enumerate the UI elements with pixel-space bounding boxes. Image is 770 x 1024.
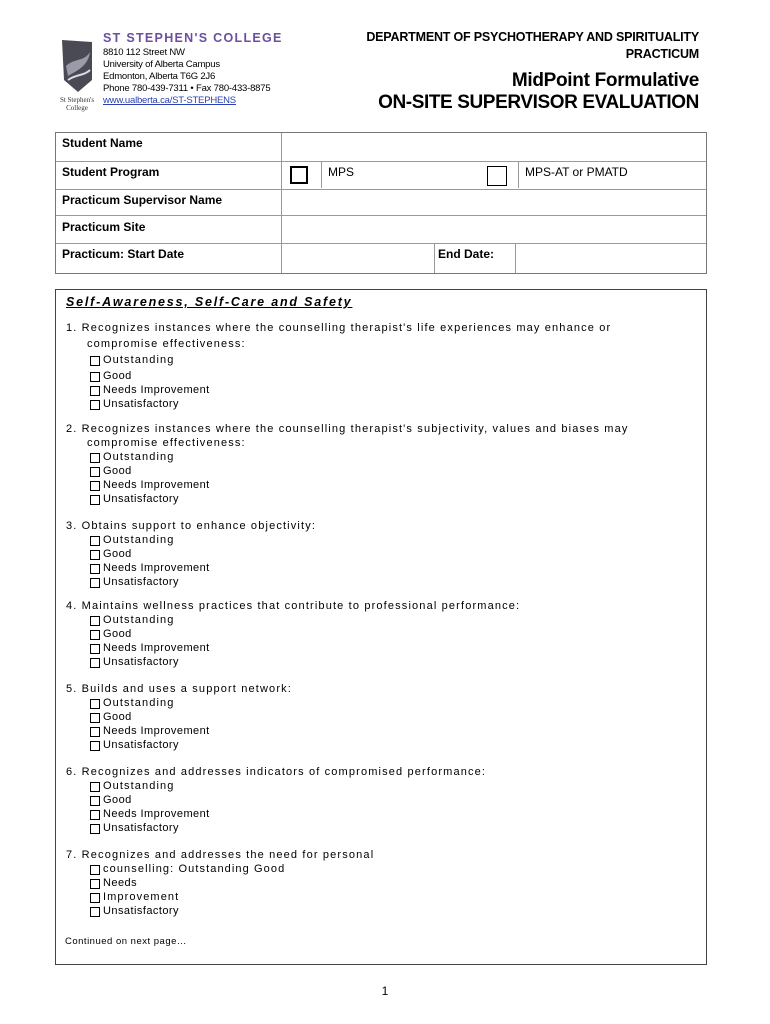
q6-option-needs-improvement[interactable]: Needs Improvement	[90, 808, 210, 821]
mps-checkbox[interactable]	[290, 166, 308, 184]
checkbox-icon[interactable]	[90, 616, 100, 626]
student-name-field[interactable]	[282, 134, 707, 160]
checkbox-icon[interactable]	[90, 630, 100, 640]
checkbox-icon[interactable]	[90, 481, 100, 491]
checkbox-icon[interactable]	[90, 578, 100, 588]
q3-option-needs-improvement[interactable]: Needs Improvement	[90, 562, 210, 575]
address-street: 8810 112 Street NW	[103, 47, 185, 58]
department-heading	[366, 29, 699, 63]
form-title: MidPoint Formulative	[511, 70, 699, 91]
q6-option-outstanding[interactable]: Outstanding	[90, 780, 174, 793]
q3-option-outstanding[interactable]: Outstanding	[90, 534, 174, 547]
address-phone: Phone 780-439-7311 • Fax 780-433-8875	[103, 83, 271, 94]
question-2-text-cont: compromise effectiveness:	[87, 437, 246, 449]
end-date-field[interactable]	[516, 244, 707, 273]
page-number: 1	[381, 984, 389, 998]
address-city: Edmonton, Alberta T6G 2J6	[103, 71, 216, 82]
question-1-text: 1. Recognizes instances where the counselling therapist's life experiences may enhance or	[66, 322, 612, 334]
q6-option-good[interactable]: Good	[90, 794, 132, 807]
question-5-text: 5. Builds and uses a support network:	[66, 683, 292, 695]
q1-option-needs-improvement[interactable]: Needs Improvement	[90, 384, 210, 397]
q5-option-good[interactable]: Good	[90, 711, 132, 724]
q1-option-unsatisfactory[interactable]: Unsatisfactory	[90, 398, 179, 411]
q4-option-outstanding[interactable]: Outstanding	[90, 614, 174, 627]
checkbox-icon[interactable]	[90, 824, 100, 834]
q5-option-outstanding[interactable]: Outstanding	[90, 697, 174, 710]
checkbox-icon[interactable]	[90, 810, 100, 820]
q2-option-good[interactable]: Good	[90, 465, 132, 478]
q4-option-needs-improvement[interactable]: Needs Improvement	[90, 642, 210, 655]
checkbox-icon[interactable]	[90, 713, 100, 723]
supervisor-name-field[interactable]	[282, 190, 707, 214]
checkbox-icon[interactable]	[90, 796, 100, 806]
checkbox-icon[interactable]	[90, 536, 100, 546]
question-3-text: 3. Obtains support to enhance objectivity:	[66, 520, 317, 532]
checkbox-icon[interactable]	[90, 893, 100, 903]
checkbox-icon[interactable]	[90, 467, 100, 477]
checkbox-icon[interactable]	[90, 400, 100, 410]
practicum-site-field[interactable]	[282, 216, 707, 242]
mps-at-option-label: MPS-AT or PMATD	[525, 165, 628, 179]
q3-option-unsatisfactory[interactable]: Unsatisfactory	[90, 576, 179, 589]
student-info-table	[55, 132, 707, 274]
q2-option-unsatisfactory[interactable]: Unsatisfactory	[90, 493, 179, 506]
question-7-text: 7. Recognizes and addresses the need for personal	[66, 849, 375, 861]
checkbox-icon[interactable]	[90, 564, 100, 574]
q7-option-outstanding[interactable]: counselling: Outstanding Good	[90, 863, 285, 876]
continued-note: Continued on next page…	[65, 936, 187, 947]
program-name: PRACTICUM	[625, 47, 699, 61]
checkbox-icon[interactable]	[90, 356, 100, 366]
form-subtitle: ON-SITE SUPERVISOR EVALUATION	[378, 92, 699, 113]
department-name: DEPARTMENT OF PSYCHOTHERAPY AND SPIRITUALITY	[366, 30, 699, 44]
mps-at-checkbox[interactable]	[487, 166, 507, 186]
logo-caption: St Stephen's College	[59, 96, 95, 112]
checkbox-icon[interactable]	[90, 699, 100, 709]
checkbox-icon[interactable]	[90, 782, 100, 792]
q7-option-unsatisfactory[interactable]: Unsatisfactory	[90, 905, 179, 918]
practicum-site-label: Practicum Site	[62, 220, 146, 234]
question-2-text: 2. Recognizes instances where the counselling therapist's subjectivity, values and biases may	[66, 423, 629, 435]
q2-option-outstanding[interactable]: Outstanding	[90, 451, 174, 464]
checkbox-icon[interactable]	[90, 727, 100, 737]
checkbox-icon[interactable]	[90, 658, 100, 668]
start-date-label: Practicum: Start Date	[62, 247, 185, 261]
q6-option-unsatisfactory[interactable]: Unsatisfactory	[90, 822, 179, 835]
checkbox-icon[interactable]	[90, 372, 100, 382]
q1-option-outstanding[interactable]: Outstanding	[90, 354, 174, 367]
supervisor-name-label: Practicum Supervisor Name	[62, 193, 223, 207]
checkbox-icon[interactable]	[90, 550, 100, 560]
address-campus: University of Alberta Campus	[103, 59, 220, 70]
checkbox-icon[interactable]	[90, 907, 100, 917]
question-4-text: 4. Maintains wellness practices that contribute to professional performance:	[66, 600, 521, 612]
checkbox-icon[interactable]	[90, 644, 100, 654]
checkbox-icon[interactable]	[90, 453, 100, 463]
section-title: Self-Awareness, Self-Care and Safety	[66, 295, 353, 309]
q7-option-good[interactable]: Needs	[90, 877, 137, 890]
start-date-field[interactable]	[282, 244, 433, 273]
question-1-text-cont: compromise effectiveness:	[87, 338, 246, 350]
mps-option-label: MPS	[328, 165, 355, 179]
checkbox-icon[interactable]	[90, 495, 100, 505]
website-link[interactable]: www.ualberta.ca/ST-STEPHENS	[103, 95, 236, 106]
college-name: ST STEPHEN'S COLLEGE	[103, 31, 283, 45]
checkbox-icon[interactable]	[90, 865, 100, 875]
q1-option-good[interactable]: Good	[90, 370, 132, 383]
student-name-label: Student Name	[62, 136, 143, 150]
checkbox-icon[interactable]	[90, 386, 100, 396]
q2-option-needs-improvement[interactable]: Needs Improvement	[90, 479, 210, 492]
q4-option-unsatisfactory[interactable]: Unsatisfactory	[90, 656, 179, 669]
checkbox-icon[interactable]	[90, 879, 100, 889]
college-logo	[58, 36, 98, 98]
q5-option-unsatisfactory[interactable]: Unsatisfactory	[90, 739, 179, 752]
question-6-text: 6. Recognizes and addresses indicators of compromised performance:	[66, 766, 487, 778]
q7-option-needs-improvement[interactable]: Improvement	[90, 891, 179, 904]
q4-option-good[interactable]: Good	[90, 628, 132, 641]
q5-option-needs-improvement[interactable]: Needs Improvement	[90, 725, 210, 738]
student-program-label: Student Program	[62, 165, 160, 179]
end-date-label: End Date:	[438, 247, 495, 261]
checkbox-icon[interactable]	[90, 741, 100, 751]
q3-option-good[interactable]: Good	[90, 548, 132, 561]
